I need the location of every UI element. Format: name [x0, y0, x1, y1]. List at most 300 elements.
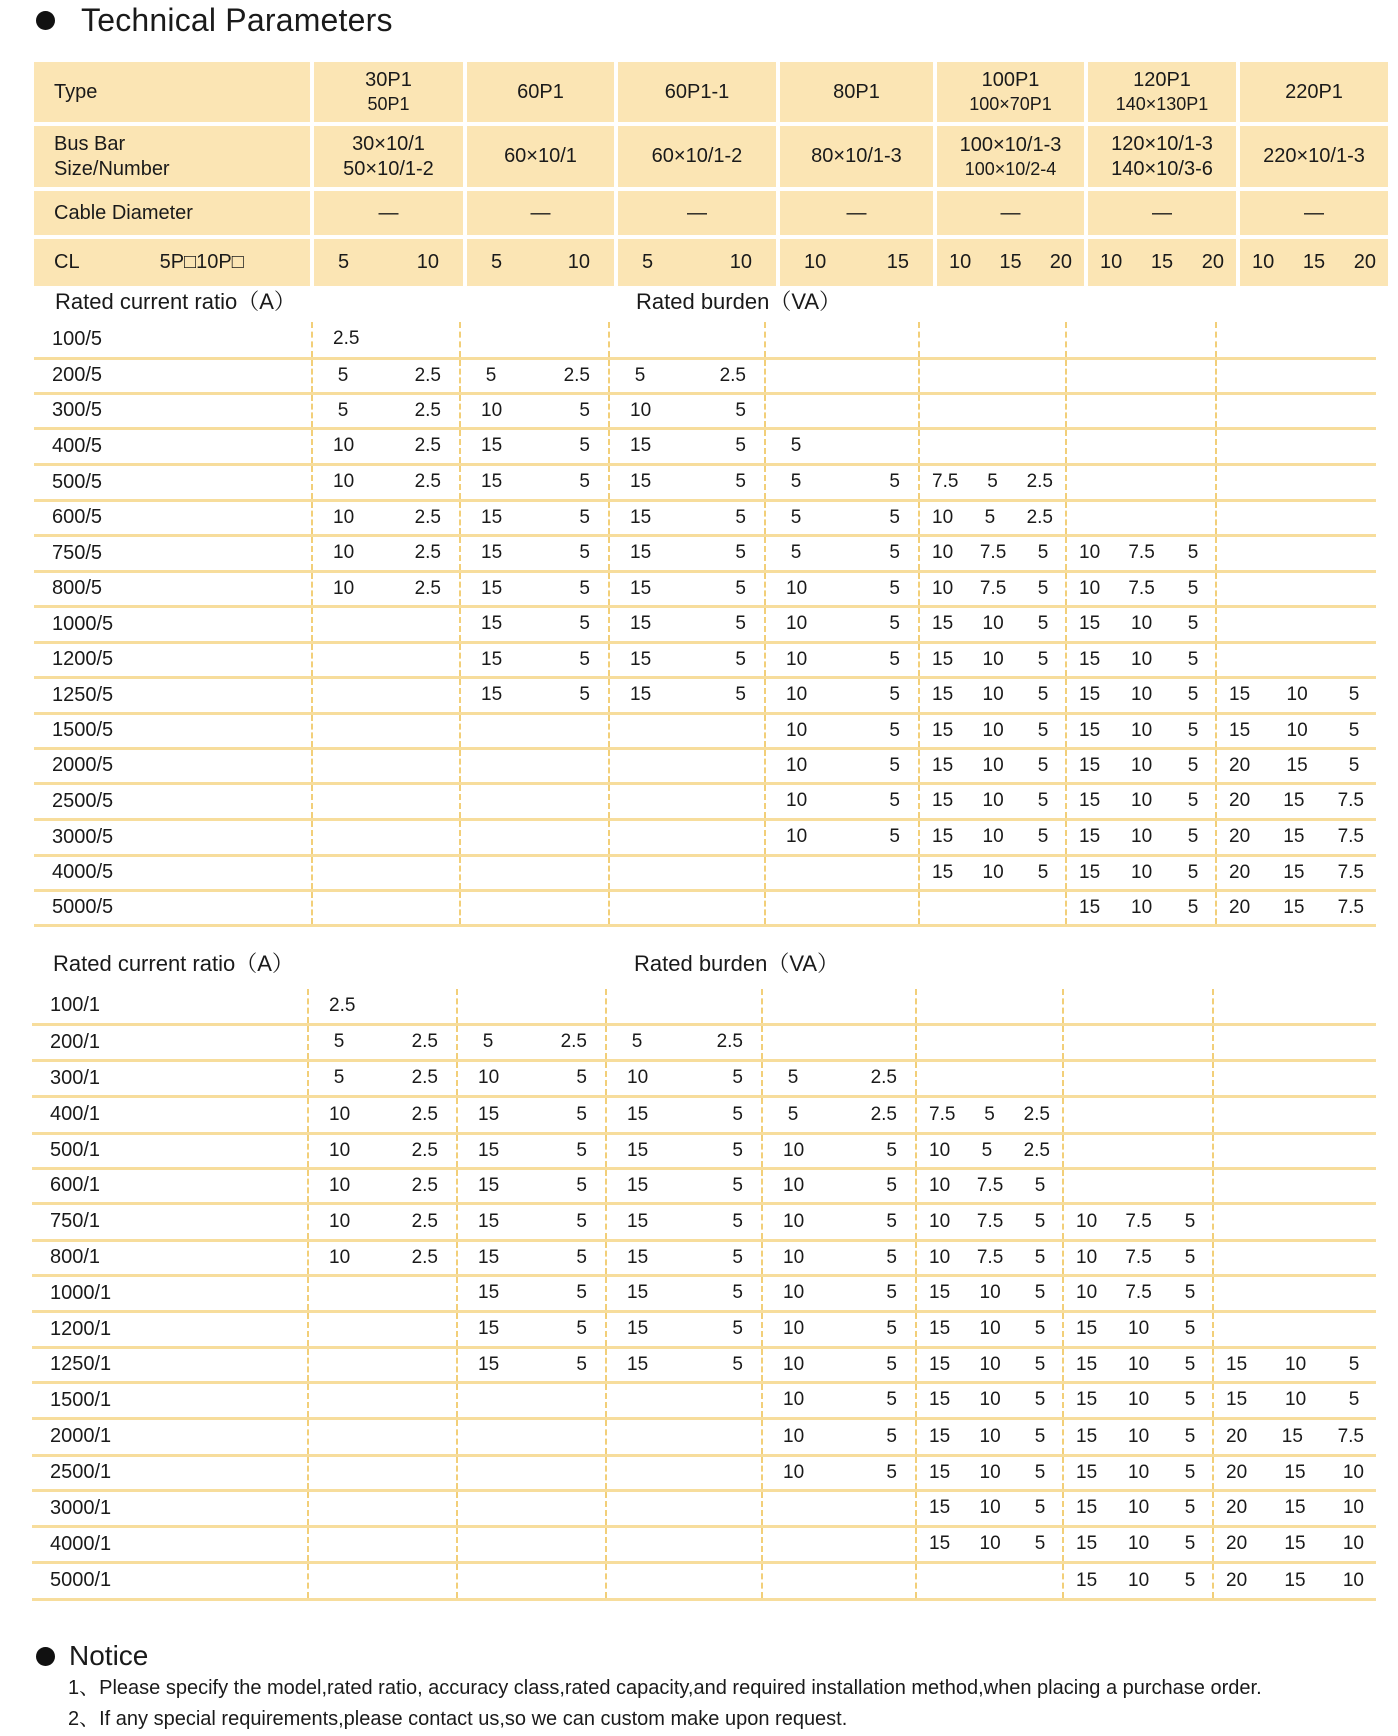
current-ratio-cell: 5000/5 [52, 896, 114, 918]
burden-value: 10 [329, 1139, 351, 1161]
table-row [34, 393, 1376, 428]
burden-value: 5 [1187, 577, 1199, 599]
burden-group-cell [308, 1311, 457, 1347]
burden-value: 5 [1187, 896, 1199, 918]
burden-value: 15 [1076, 1389, 1098, 1410]
burden-value: 7.5 [1337, 896, 1364, 918]
burden-value: 10 [333, 506, 355, 528]
busbar-size-cell [780, 126, 933, 187]
burden-value: 15 [627, 1103, 649, 1125]
accuracy-class-value: 5 [491, 251, 503, 273]
burden-group-cell [308, 1133, 457, 1168]
burden-value: 10 [1128, 1461, 1150, 1483]
burden-value: 5 [579, 648, 590, 670]
rated-burden-caption: Rated burden（VA） [634, 951, 840, 976]
burden-group-cell [1063, 1562, 1213, 1599]
burden-group-cell [609, 677, 765, 713]
burden-value: 5 [1184, 1210, 1196, 1232]
burden-value: 5 [790, 542, 802, 563]
busbar-label-line: Bus Bar [54, 132, 126, 155]
type-cell [618, 62, 776, 122]
burden-value: 10 [979, 1318, 1001, 1339]
burden-value: 5 [1187, 648, 1199, 670]
burden-group-cell [609, 819, 765, 855]
burden-value: 15 [929, 1318, 951, 1339]
current-ratio-cell: 100/5 [52, 327, 103, 350]
burden-value: 2.5 [411, 1246, 438, 1268]
burden-value: 15 [1076, 1569, 1098, 1591]
burden-value: 15 [630, 613, 652, 634]
burden-group-cell [762, 1133, 916, 1168]
burden-value: 10 [333, 577, 355, 599]
burden-group-cell [457, 1275, 606, 1311]
burden-value: 10 [1285, 1389, 1307, 1410]
current-ratio-cell: 2000/5 [52, 754, 114, 776]
burden-value: 15 [1079, 826, 1101, 847]
burden-group-cell [457, 1060, 606, 1096]
burden-group-cell [606, 1096, 762, 1133]
burden-value: 5 [579, 577, 590, 599]
busbar-size-cell [937, 126, 1084, 187]
burden-value: 15 [1284, 1497, 1306, 1518]
burden-value: 2.5 [414, 506, 441, 528]
burden-value: 5 [1187, 613, 1199, 634]
burden-value: 10 [783, 1353, 805, 1375]
burden-value: 5 [1187, 826, 1199, 847]
burden-group-cell [457, 1096, 606, 1133]
burden-value: 10 [786, 648, 808, 670]
burden-group-cell [460, 890, 609, 925]
type-cell-line: 120P1 [1133, 69, 1191, 91]
burden-group-cell [1216, 783, 1376, 819]
accuracy-class-cell [1240, 239, 1388, 286]
burden-value: 5 [735, 613, 746, 634]
accuracy-class-value: 10 [729, 251, 752, 273]
burden-value: 15 [627, 1174, 649, 1196]
burden-value: 2.5 [870, 1067, 897, 1088]
burden-group-cell [1066, 713, 1216, 748]
table-row [32, 1060, 1376, 1096]
burden-value: 10 [1131, 648, 1153, 670]
burden-group-cell [1066, 748, 1216, 783]
burden-value: 10 [1342, 1497, 1364, 1518]
burden-value: 5 [631, 1031, 643, 1052]
burden-value: 10 [979, 1389, 1001, 1410]
burden-group-cell [762, 989, 916, 1024]
burden-group-cell [1213, 1418, 1376, 1455]
burden-value: 10 [333, 471, 355, 492]
burden-value: 15 [932, 790, 954, 811]
burden-value: 5 [1187, 719, 1199, 741]
burden-group-cell [1063, 1455, 1213, 1490]
cable-diameter-cell: — [467, 191, 614, 235]
burden-group-cell [919, 677, 1066, 713]
table-row [32, 1455, 1376, 1490]
bullet-icon [36, 1647, 55, 1666]
burden-value: 2.5 [414, 577, 441, 599]
accuracy-class-value: 20 [1353, 251, 1376, 273]
table-row [34, 606, 1376, 642]
burden-value: 5 [886, 1210, 897, 1232]
burden-value: 2.5 [563, 364, 590, 386]
burden-value: 5 [981, 1139, 993, 1161]
burden-value: 5 [576, 1103, 587, 1125]
burden-value: 15 [627, 1139, 649, 1161]
table-row [32, 1347, 1376, 1382]
burden-value: 10 [786, 613, 808, 634]
burden-group-cell [916, 1024, 1063, 1060]
burden-group-cell [460, 606, 609, 642]
burden-group-cell [1216, 677, 1376, 713]
current-ratio-cell: 300/1 [50, 1066, 101, 1089]
burden-group-cell [1063, 1168, 1213, 1203]
burden-value: 5 [732, 1139, 743, 1161]
burden-value: 10 [1076, 1246, 1098, 1268]
burden-value: 15 [1281, 1425, 1303, 1447]
burden-group-cell [460, 819, 609, 855]
burden-group-cell [1216, 428, 1376, 464]
burden-group-cell [762, 1382, 916, 1418]
burden-value: 5 [1187, 542, 1199, 563]
burden-value: 5 [889, 754, 900, 776]
burden-group-cell [460, 393, 609, 428]
burden-value: 5 [889, 613, 900, 634]
table-row [32, 1096, 1376, 1133]
burden-value: 10 [1131, 861, 1153, 883]
burden-value: 5 [1034, 1282, 1046, 1303]
burden-value: 10 [982, 790, 1004, 811]
current-ratio-cell: 800/5 [52, 577, 103, 599]
burden-value: 5 [1034, 1425, 1046, 1447]
burden-value: 15 [481, 542, 503, 563]
burden-group-cell [606, 1240, 762, 1275]
table-row [32, 1418, 1376, 1455]
burden-group-cell [606, 1382, 762, 1418]
burden-value: 20 [1226, 1497, 1248, 1518]
burden-value: 15 [1226, 1389, 1248, 1410]
burden-value: 5 [1348, 1353, 1360, 1375]
burden-group-cell [1066, 855, 1216, 890]
burden-value: 10 [783, 1139, 805, 1161]
burden-value: 2.5 [411, 1103, 438, 1125]
type-cell-line: 60P1-1 [664, 80, 730, 103]
burden-group-cell [609, 855, 765, 890]
table-row [34, 322, 1376, 358]
burden-value: 10 [982, 684, 1004, 705]
burden-group-cell [916, 1347, 1063, 1382]
burden-group-cell [609, 748, 765, 783]
burden-group-cell [762, 1024, 916, 1060]
burden-value: 5 [1034, 1210, 1046, 1232]
busbar-size-cell-line: 60×10/1-2 [651, 145, 743, 167]
burden-value: 15 [1079, 896, 1101, 918]
burden-group-cell [606, 1275, 762, 1311]
burden-value: 2.5 [1023, 1139, 1050, 1161]
burden-group-cell [609, 783, 765, 819]
type-cell [314, 62, 463, 122]
burden-group-cell [1216, 393, 1376, 428]
burden-group-cell [919, 713, 1066, 748]
burden-value: 5 [886, 1353, 897, 1375]
burden-group-cell [312, 571, 460, 606]
current-ratio-cell: 400/1 [50, 1103, 101, 1125]
burden-group-cell [1066, 819, 1216, 855]
burden-group-cell [609, 393, 765, 428]
burden-value: 7.5 [932, 471, 959, 492]
burden-group-cell [606, 1347, 762, 1382]
burden-value: 5 [886, 1318, 897, 1339]
current-ratio-cell: 800/1 [50, 1246, 101, 1268]
busbar-size-cell [618, 126, 776, 187]
burden-group-cell [312, 464, 460, 500]
cable-diameter-label: Cable Diameter [34, 191, 310, 235]
burden-group-cell [1063, 989, 1213, 1024]
burden-value: 2.5 [870, 1103, 897, 1125]
burden-value: 5 [576, 1282, 587, 1303]
burden-value: 10 [329, 1210, 351, 1232]
burden-value: 10 [929, 1246, 951, 1268]
table-row [34, 855, 1376, 890]
burden-group-cell [762, 1060, 916, 1096]
burden-value: 15 [929, 1461, 951, 1483]
burden-value: 7.5 [976, 1174, 1004, 1196]
burden-group-cell [1213, 989, 1376, 1024]
burden-value: 5 [576, 1246, 587, 1268]
burden-group-cell [916, 1418, 1063, 1455]
burden-value: 10 [979, 1282, 1001, 1303]
table-row [34, 819, 1376, 855]
burden-group-cell [1213, 1203, 1376, 1240]
burden-value: 15 [478, 1318, 500, 1339]
busbar-size-cell-line: 30×10/1 [352, 132, 425, 155]
burden-value: 10 [1131, 613, 1153, 634]
burden-group-cell [312, 606, 460, 642]
notice-line: 2、If any special requirements,please contact us,so we can custom make upon request. [68, 1708, 848, 1730]
burden-group-cell [308, 1490, 457, 1526]
burden-group-cell [1216, 713, 1376, 748]
burden-group-cell [312, 783, 460, 819]
burden-group-cell [919, 428, 1066, 464]
rated-current-ratio-caption: Rated current ratio（A） [55, 289, 296, 314]
burden-value: 15 [929, 1353, 951, 1375]
burden-value: 15 [1284, 1461, 1306, 1483]
burden-group-cell [1066, 571, 1216, 606]
burden-value: 10 [1076, 1282, 1098, 1303]
burden-value: 10 [982, 861, 1004, 883]
accuracy-class-label: 5P□10P□ [159, 251, 244, 273]
burden-value: 10 [979, 1353, 1001, 1375]
busbar-size-cell-line: 140×10/3-6 [1111, 157, 1213, 180]
burden-value: 15 [929, 1282, 951, 1303]
burden-value: 5 [1184, 1246, 1196, 1268]
burden-value: 5 [886, 1282, 897, 1303]
burden-value: 5 [886, 1389, 897, 1410]
burden-value: 10 [1128, 1318, 1150, 1339]
burden-value: 7.5 [979, 577, 1007, 599]
burden-group-cell [765, 464, 919, 500]
burden-group-cell [1213, 1060, 1376, 1096]
burden-group-cell [765, 606, 919, 642]
burden-value: 15 [627, 1353, 649, 1375]
burden-value: 2.5 [1026, 506, 1053, 528]
burden-value: 10 [786, 754, 808, 776]
burden-group-cell [1213, 1096, 1376, 1133]
burden-group-cell [1063, 1418, 1213, 1455]
type-cell [780, 62, 933, 122]
accuracy-class-value: 5 [338, 251, 350, 273]
burden-group-cell [460, 783, 609, 819]
burden-group-cell [312, 535, 460, 571]
table-row [34, 428, 1376, 464]
burden-value: 5 [732, 1210, 743, 1232]
notice-title: Notice [69, 1640, 149, 1671]
burden-group-cell [609, 606, 765, 642]
burden-group-cell [457, 1455, 606, 1490]
burden-value: 15 [630, 648, 652, 670]
burden-value: 7.5 [1337, 861, 1364, 883]
burden-group-cell [1216, 606, 1376, 642]
current-ratio-cell: 4000/1 [50, 1532, 112, 1555]
burden-value: 15 [478, 1174, 500, 1196]
table-row [34, 642, 1376, 677]
burden-value: 7.5 [1125, 1210, 1152, 1232]
burden-group-cell [1213, 1347, 1376, 1382]
burden-value: 15 [1076, 1461, 1098, 1483]
burden-value: 10 [329, 1174, 351, 1196]
burden-value: 7.5 [1128, 577, 1155, 599]
burden-group-cell [460, 358, 609, 393]
burden-group-cell [916, 1133, 1063, 1168]
burden-group-cell [1063, 1060, 1213, 1096]
burden-group-cell [916, 1562, 1063, 1599]
burden-group-cell [765, 677, 919, 713]
busbar-label-line: Size/Number [54, 157, 170, 180]
table-row [32, 1526, 1376, 1562]
burden-group-cell [457, 1347, 606, 1382]
burden-value: 5 [1348, 754, 1360, 776]
current-ratio-cell: 2500/5 [52, 789, 114, 812]
burden-group-cell [312, 428, 460, 464]
burden-value: 10 [1128, 1389, 1150, 1410]
burden-value: 5 [732, 1318, 743, 1339]
burden-value: 10 [783, 1246, 805, 1268]
current-ratio-cell: 2000/1 [50, 1425, 112, 1447]
burden-value: 15 [630, 506, 652, 528]
burden-value: 5 [634, 364, 646, 386]
burden-value: 15 [1079, 790, 1101, 811]
accuracy-class-value: 5 [642, 251, 654, 273]
burden-group-cell [609, 464, 765, 500]
burden-group-cell [460, 571, 609, 606]
burden-value: 2.5 [716, 1031, 743, 1052]
burden-value: 15 [1283, 790, 1305, 811]
burden-value: 5 [576, 1210, 587, 1232]
burden-group-cell [308, 989, 457, 1024]
accuracy-class-cell [1088, 239, 1236, 286]
burden-group-cell [1063, 1347, 1213, 1382]
burden-value: 20 [1229, 896, 1251, 918]
cable-diameter-cell: — [618, 191, 776, 235]
burden-value: 15 [1286, 754, 1308, 776]
accuracy-class-value: 20 [1049, 251, 1072, 273]
burden-group-cell [457, 1311, 606, 1347]
burden-value: 15 [932, 648, 954, 670]
burden-value: 5 [1034, 1353, 1046, 1375]
type-cell [937, 62, 1084, 122]
burden-value: 15 [1079, 684, 1101, 705]
cable-diameter-cell: — [1088, 191, 1236, 235]
burden-group-cell [765, 393, 919, 428]
burden-group-cell [457, 989, 606, 1024]
burden-group-cell [308, 1168, 457, 1203]
burden-value: 15 [1076, 1353, 1098, 1375]
burden-value: 5 [735, 684, 746, 705]
burden-value: 2.5 [414, 542, 441, 563]
burden-value: 2.5 [411, 1031, 438, 1052]
burden-value: 5 [1037, 754, 1049, 776]
burden-value: 5 [337, 399, 349, 421]
burden-group-cell [460, 713, 609, 748]
table-row [34, 783, 1376, 819]
current-ratio-cell: 1250/5 [52, 683, 114, 706]
burden-value: 15 [1229, 684, 1251, 705]
burden-value: 10 [783, 1425, 805, 1447]
table-row [32, 1275, 1376, 1311]
burden-group-cell [916, 1096, 1063, 1133]
burden-group-cell [606, 1455, 762, 1490]
burden-value: 5 [732, 1174, 743, 1196]
burden-group-cell [762, 1526, 916, 1562]
burden-group-cell [457, 1382, 606, 1418]
burden-value: 10 [786, 577, 808, 599]
cable-diameter-cell: — [937, 191, 1084, 235]
burden-value: 5 [1037, 542, 1049, 563]
table-row [34, 500, 1376, 535]
busbar-size-cell [314, 126, 463, 187]
burden-group-cell [312, 642, 460, 677]
burden-group-cell [916, 1526, 1063, 1562]
burden-group-cell [1213, 1562, 1376, 1599]
table-row [34, 890, 1376, 925]
burden-group-cell [1066, 642, 1216, 677]
burden-value: 20 [1229, 861, 1251, 883]
burden-group-cell [916, 1275, 1063, 1311]
burden-group-cell [308, 1275, 457, 1311]
burden-value: 10 [786, 790, 808, 811]
burden-value: 5 [886, 1174, 897, 1196]
burden-value: 15 [932, 719, 954, 741]
burden-value: 5 [1037, 613, 1049, 634]
burden-value: 7.5 [1337, 1425, 1364, 1447]
busbar-size-cell-line: 60×10/1 [504, 145, 577, 167]
burden-value: 15 [478, 1139, 500, 1161]
accuracy-class-cell [780, 239, 933, 286]
burden-value: 2.5 [414, 399, 441, 421]
burden-group-cell [765, 571, 919, 606]
burden-group-cell [1213, 1240, 1376, 1275]
burden-group-cell [762, 1203, 916, 1240]
burden-group-cell [606, 1024, 762, 1060]
burden-group-cell [919, 358, 1066, 393]
burden-value: 2.5 [411, 1067, 438, 1088]
burden-group-cell [308, 1096, 457, 1133]
burden-value: 10 [1128, 1533, 1150, 1554]
burden-group-cell [1213, 1024, 1376, 1060]
burden-value: 15 [1283, 826, 1305, 847]
current-ratio-cell: 600/1 [50, 1174, 101, 1196]
rated-current-ratio-caption: Rated current ratio（A） [53, 951, 294, 976]
burden-group-cell [919, 571, 1066, 606]
